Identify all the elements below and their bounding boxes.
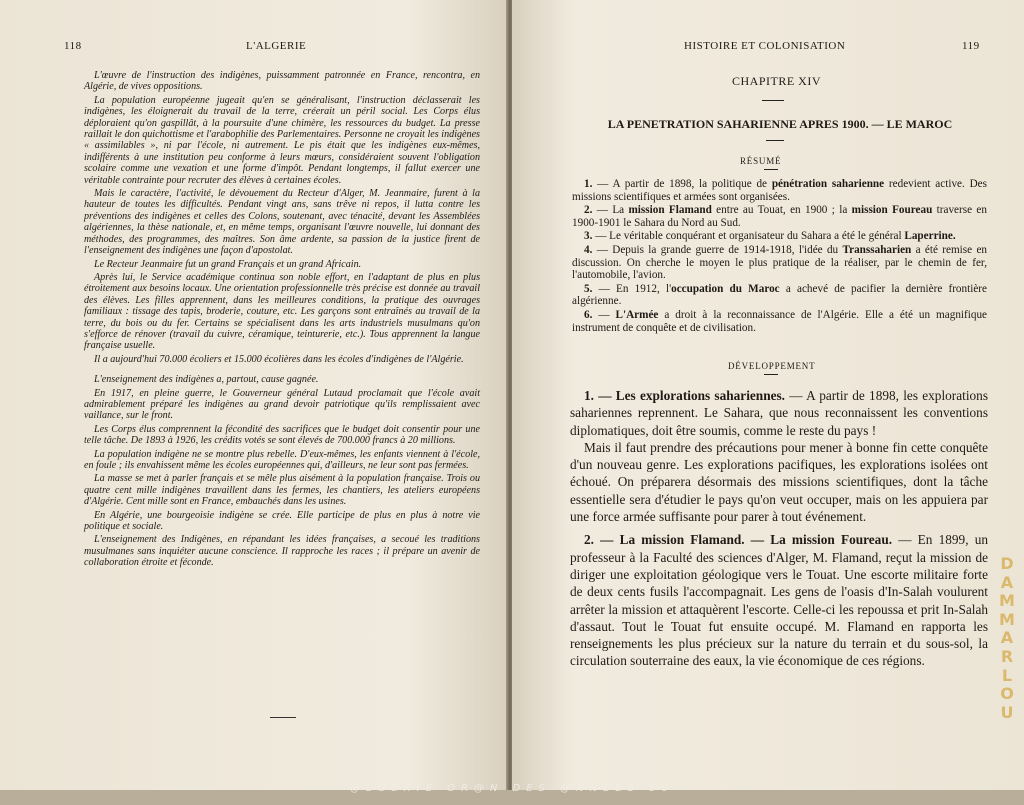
- section-heading: 1. — Les explorations sahariennes.: [584, 388, 785, 403]
- resume-item-number: 1.: [584, 178, 598, 190]
- development-text: [570, 381, 988, 670]
- library-stamp: [996, 555, 1018, 722]
- resume-heading: RÉSUMÉ: [740, 156, 782, 166]
- resume-item-number: 2.: [584, 204, 597, 217]
- chapter-label: CHAPITRE XIV: [732, 74, 821, 88]
- resume-text: —: [598, 308, 616, 321]
- left-paragraph: En 1917, en pleine guerre, le Gouverneur général Lutaud proclamait que l'école avait admirablement préparé les indigènes au grand devoir patriotique qu'ils remplissaient avec vaillance, sur le front.: [84, 387, 480, 422]
- stamp-letter: A: [1000, 572, 1014, 592]
- left-body-text: [84, 70, 480, 571]
- resume-item-number: 4.: [584, 243, 597, 256]
- left-paragraph: L'enseignement des Indigènes, en répandant les idées françaises, a secoué les traditions musulmanes sans inquiéter aucune conscience. Il rapproche les races ; il prépare un avenir de collaboration étroite et féconde.: [84, 534, 480, 569]
- left-paragraph: L'œuvre de l'instruction des indigènes, puissamment patronnée en France, rencontra, en Algérie, de vives oppositions.: [84, 70, 480, 93]
- stamp-letter: D: [1000, 554, 1014, 573]
- left-paragraph: La population indigène ne se montre plus rebelle. D'eux-mêmes, les enfants viennent à l'école, en foule ; ils envahissent même les écoles européennes qui, d'ailleurs, ne leur sont pas fermées.: [84, 448, 480, 471]
- resume-text: traverse en 1900-1901 le Sahara du Nord au Sud.: [572, 204, 987, 229]
- stamp-letter: A: [1000, 628, 1014, 648]
- development-paragraph: [570, 531, 988, 669]
- resume-keyword: pénétration saharienne: [771, 178, 885, 190]
- left-page-number: 118: [64, 40, 82, 52]
- resume-text: — Depuis la grande guerre de 1914-1918, l'idée du: [596, 243, 843, 256]
- resume-item-number: 3.: [584, 230, 596, 243]
- resume-item: [572, 204, 987, 229]
- section-text: — En 1899, un professeur à la Faculté des sciences d'Alger, M. Flamand, reçut la mission de diriger une exploitation géologique vers le Touat. Une escorte militaire forte de deux cents fusils l'accompagnait. Les gens de l'oasis d'In-Salah voulurent arrêter la mission et attaquèrent l'escorte. Celle-ci les repoussa et prit In-Salah d'assaut. Tout le Touat fut ensuite occupé. M. Flamand en rapporta les renseignements les plus précieux sur la nature du terrain et du sous-sol, la circulation souterraine des eaux, la vie économique de ces régions.: [570, 532, 988, 669]
- resume-keyword: mission Flamand: [628, 204, 712, 217]
- resume-text: — La: [596, 204, 629, 217]
- resume-list: [572, 178, 987, 335]
- resume-rule: [764, 169, 778, 170]
- resume-keyword: Laperrine.: [904, 230, 956, 243]
- right-page: [512, 0, 1024, 790]
- stamp-letter: L: [1001, 665, 1013, 685]
- resume-text: a achevé de pacifier la dernière frontière algérienne.: [572, 282, 987, 308]
- resume-keyword: occupation du Maroc: [671, 282, 780, 295]
- resume-keyword: mission Foureau: [851, 204, 933, 217]
- resume-item: [572, 309, 987, 334]
- chapter-title: LA PENETRATION SAHARIENNE APRES 1900. — LE MAROC: [607, 117, 953, 131]
- resume-text: a été remise en discussion. On cherche le moyen le plus pratique de la réaliser, par le chemin de fer, l'automobile, l'avion.: [572, 243, 988, 282]
- section-heading: 2. — La mission Flamand. — La mission Foureau.: [584, 532, 893, 548]
- stamp-letter: M: [999, 609, 1015, 629]
- resume-text: a droit à la reconnaissance de l'Algérie. Elle a été un magnifique instrument de conquête et de civilisation.: [572, 308, 988, 334]
- left-paragraph: L'enseignement des indigènes a, partout, cause gagnée.: [94, 374, 319, 386]
- stamp-letter: U: [1000, 702, 1014, 722]
- resume-text: redevient active. Des missions scientifiques et armées sont organisées.: [572, 178, 987, 203]
- resume-text: — Le véritable conquérant et organisateur du Sahara a été le général: [595, 230, 905, 243]
- left-page: [0, 0, 508, 790]
- resume-keyword: L'Armée: [615, 308, 659, 321]
- resume-item: [572, 178, 987, 203]
- watermark: @LGERIE OR@N DES @NNEES 50: [350, 783, 674, 794]
- section-text: — A partir de 1898, les explorations sahariennes reprennent. Le Sahara, que nous reconnaissent les conventions diplomatiques, doit être soumis, comme le reste du pays !: [570, 388, 988, 438]
- section-text: Mais il faut prendre des précautions pour mener à bonne fin cette conquête d'un nouveau genre. Les explorations pacifiques, les explorations isolées ont échoué. On préparera désormais des missions scientifiques, dont la tâche essentielle sera d'étudier le pays qu'on veut occuper, mais on les appuiera par une force armée suffisante pour parer à tout événement.: [570, 439, 988, 525]
- resume-item: [572, 230, 987, 243]
- end-rule: [270, 717, 296, 718]
- left-paragraph: En Algérie, une bourgeoisie indigène se crée. Elle participe de plus en plus à notre vie politique et sociale.: [84, 509, 480, 533]
- left-paragraph: Il a aujourd'hui 70.000 écoliers et 15.000 écolières dans les écoles d'indigènes de l'Algérie.: [94, 353, 464, 365]
- right-running-title: HISTOIRE ET COLONISATION: [684, 40, 846, 52]
- left-paragraph: Les Corps élus comprennent la fécondité des sacrifices que le budget doit consentir pour une telle tâche. De 1893 à 1926, les crédits votés se sont élevés de 700.000 francs à 20 millions.: [84, 423, 480, 447]
- left-paragraph: Après lui, le Service académique continua son noble effort, en l'adaptant de plus en plus étroitement aux besoins locaux. Une orientation professionnelle très précise est donnée au travail des élèves. Les filles apprennent, dans les meilleures conditions, la pratique des ouvrages familiaux : tissage des tapis, broderie, couture, etc. Les garçons sont entraînés au travail de la terre, du bois ou du fer. Certains se spécialisent dans les arts industriels musulmans qu'on s'efforce de rénover (travail du cuivre, céramique, teinturerie, etc.). Tous apprennent la langue française usuelle.: [84, 271, 480, 352]
- resume-item-number: 5.: [584, 282, 599, 295]
- development-paragraph: [570, 439, 988, 525]
- development-heading: DÉVELOPPEMENT: [728, 361, 816, 371]
- left-running-title: L'ALGERIE: [246, 40, 307, 52]
- left-paragraph: La masse se met à parler français et se mêle plus aisément à la population française. Trois ou quatre cent mille indigènes travaillent dans les fermes, les chantiers, les ateliers européens d'Algérie. Cent mille sont en France, embauchés dans les usines.: [84, 473, 480, 508]
- left-paragraph: Mais le caractère, l'activité, le dévouement du Recteur d'Alger, M. Jeanmaire, furent à la hauteur de toutes les difficultés. Pendant vingt ans, sans trêve ni repos, il lutta contre les préventions des indigènes et celles des Colons, soutenant, avec ténacité, devant les Assemblées algériennes, la thèse nationale, et, en même temps, organisant l'œuvre nouvelle, lui donnant des méthodes, des programmes, des maîtres. Son âme ardente, sa passion de la justice firent de l'enseignement des indigènes une façon d'apostolat.: [84, 188, 480, 257]
- resume-text: entre au Touat, en 1900 ; la: [711, 204, 852, 217]
- left-paragraph: Le Recteur Jeanmaire fut un grand Français et un grand Africain.: [94, 258, 362, 270]
- resume-item-number: 6.: [584, 308, 599, 321]
- resume-text: — A partir de 1898, la politique de: [597, 178, 772, 190]
- right-page-number: 119: [962, 40, 980, 52]
- title-rule: [766, 140, 784, 141]
- resume-text: — En 1912, l': [598, 282, 672, 295]
- development-rule: [764, 374, 778, 375]
- development-paragraph: [570, 387, 988, 439]
- left-paragraph: La population européenne jugeait qu'en se généralisant, l'instruction déclasserait les indigènes, les éloignerait du travail de la terre, créerait un péril social. Les Corps élus déploraient qu'on gaspillât, à la poursuite d'une chimère, les ressources du budget. La presse raillait le don quichottisme et l'arabophilie des Parlementaires. Personne ne croyait les indigènes « assimilables », ni par l'école, ni autrement. Le pis était que les indigènes eux-mêmes, indifférents à une institution peu conforme à leurs mœurs, considéraient souvent l'obligation scolaire comme une vexation et une forme d'impôt. Pendant longtemps, il fallut exercer une véritable contrainte pour recruter des élèves à certaines écoles.: [84, 94, 480, 186]
- resume-item: [572, 244, 987, 282]
- stamp-letter: O: [1000, 684, 1014, 704]
- stamp-letter: M: [999, 591, 1015, 611]
- resume-item: [572, 283, 987, 308]
- chapter-rule: [762, 100, 784, 101]
- resume-keyword: Transsaharien: [842, 243, 912, 256]
- stamp-letter: R: [1000, 646, 1014, 666]
